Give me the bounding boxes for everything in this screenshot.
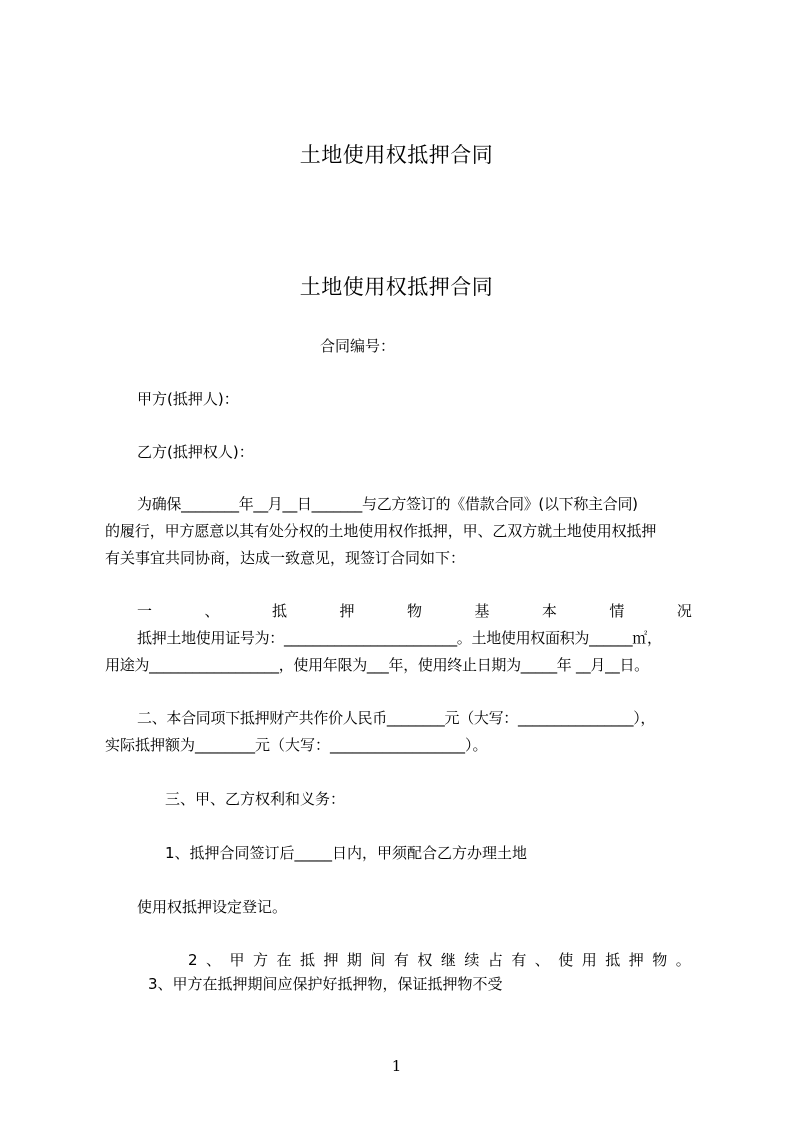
item-2-char: 押 (323, 951, 339, 969)
item-2-line (188, 950, 691, 970)
section-1-heading-char: 押 (339, 602, 355, 620)
item-2-char: 押 (628, 951, 644, 969)
page-number: 1 (391, 1057, 402, 1075)
contract-number-label: 合同编号： (320, 337, 396, 355)
item-2-char: 续 (464, 951, 480, 969)
section-1-heading-char: 况 (676, 602, 692, 620)
party-b-label: 乙方(抵押权人)： (137, 443, 254, 461)
item-2-char: 有 (393, 951, 409, 969)
item-2-char: 2 (188, 951, 198, 969)
item-2-char: 占 (487, 951, 503, 969)
intro-paragraph-line-3: 有关事宜共同协商，达成一致意见，现签订合同如下： (105, 549, 466, 567)
item-2-char: 在 (276, 951, 292, 969)
document-title-main: 土地使用权抵押合同 (299, 275, 494, 299)
item-2-char: 、 (206, 951, 222, 969)
section-1-heading-char: 本 (541, 602, 557, 620)
section-1-heading-char: 、 (204, 602, 220, 620)
section-1-line-2: 用途为__________________，使用年限为___年，使用终止日期为_____年 __月__日。 (105, 656, 649, 674)
item-2-char: 方 (252, 951, 268, 969)
item-2-char: 使 (558, 951, 574, 969)
item-2-char: 抵 (605, 951, 621, 969)
item-2-char: 间 (370, 951, 386, 969)
intro-paragraph-line-2: 的履行，甲方愿意以其有处分权的土地使用权作抵押，甲、乙双方就土地使用权抵押 (105, 522, 657, 540)
party-a-label: 甲方(抵押人)： (137, 390, 239, 408)
item-2-char: 抵 (299, 951, 315, 969)
intro-paragraph-line-1: 为确保________年__月__日_______与乙方签订的《借款合同》(以下称主合同) (137, 495, 638, 513)
item-2-char: 。 (675, 951, 691, 969)
item-2-char: 甲 (229, 951, 245, 969)
section-2-line-1: 二、本合同项下抵押财产共作价人民币________元（大写：________________）， (137, 709, 656, 727)
section-1-heading-char: 情 (609, 602, 625, 620)
item-2-char: 、 (534, 951, 550, 969)
section-1-heading-char: 基 (474, 602, 490, 620)
item-2-char: 用 (581, 951, 597, 969)
item-3-line-1: 3、甲方在抵押期间应保护好抵押物，保证抵押物不受 (148, 975, 503, 993)
item-2-char: 继 (440, 951, 456, 969)
section-2-line-2: 实际抵押额为________元（大写：__________________）。 (105, 736, 488, 754)
item-1-line-1: 1、抵押合同签订后_____日内，甲须配合乙方办理土地 (165, 844, 528, 862)
section-1-heading-char: 一 (137, 602, 153, 620)
item-2-char: 有 (511, 951, 527, 969)
item-2-char: 期 (346, 951, 362, 969)
document-title-top: 土地使用权抵押合同 (299, 143, 494, 167)
item-2-char: 权 (417, 951, 433, 969)
section-1-heading-char: 物 (406, 602, 422, 620)
section-3-heading: 三、甲、乙方权利和义务： (165, 790, 346, 808)
section-1-heading-char: 抵 (271, 602, 287, 620)
section-1-line-1: 抵押土地使用证号为：________________________。土地使用权面积为______㎡， (137, 629, 662, 647)
section-1-heading (137, 601, 692, 621)
item-1-line-2: 使用权抵押设定登记。 (137, 898, 288, 916)
item-2-char: 物 (652, 951, 668, 969)
